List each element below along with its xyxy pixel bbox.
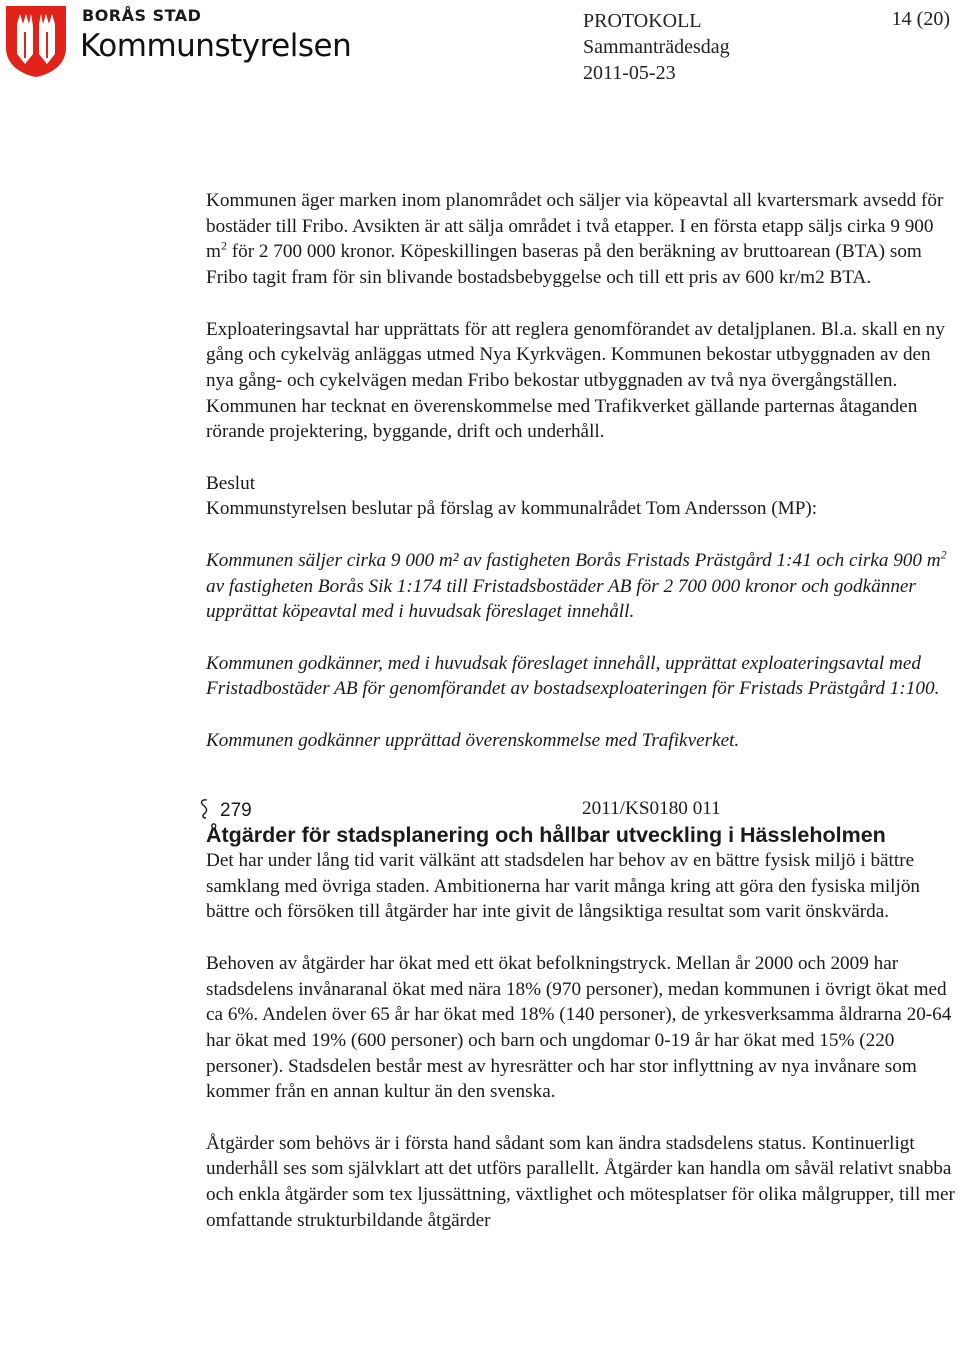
paragraph-sale: Kommunen äger marken inom planområdet och säljer via köpeavtal all kvartersmark avsedd för bostäder till Fribo. Avsikten är att sälja området i två etapper. I en första etapp säljs cirka 9 900 $m^2$ för 2 700 000 kronor. Köpeskillingen baseras på den beräkning av bruttoarean (BTA) som Fribo tagit fram för sin blivande bostadsbebyggelse och till ett pris av 600 kr/m2 BTA. bbox=[206, 190, 944, 289]
decision-item-sale: Kommunen säljer cirka 9 000 m² av fastigheten Borås Fristads Prästgård 1:41 och cirka 900 $m^2$ av fastigheten Borås Sik 1:174 till Fristadsbostäder AB för 2 700 000 kronor och godkänner upprättat köpeavtal med i huvudsak föreslaget innehåll. bbox=[206, 547, 947, 623]
section-paragraph-2: Behoven av åtgärder har ökat med ett ökat befolkningstryck. Mellan år 2000 och 2009 har stadsdelens invånaranal ökat med nära 18% (970 personer), medan kommunen i övrigt ökat med ca 6%. Andelen över 65 år har ökat med 18% (140 personer), de yrkesverksamma åldrarna 20-64 har ökat med 19% (600 personer) och barn och ungdomar 0-19 år har ökat med 15% (220 personer). Stadsdelen består mest av hyresrätter och har stor inflyttning av nya invånare som kommer från en annan kultur än den svenska. bbox=[206, 952, 952, 1103]
decision-item-agreement: Kommunen godkänner, med i huvudsak föreslaget innehåll, upprättat exploateringsavtal med Fristadbostäder AB för genomförandet av bostadsexploateringen för Fristads Prästgård 1:100. bbox=[206, 652, 940, 700]
page-number: 14 (20) bbox=[891, 8, 950, 30]
section-paragraph-3: Åtgärder som behövs är i första hand sådant som kan ändra stadsdelens status. Kontinuerligt underhåll ses som självklart att det utförs parallellt. Åtgärder kan handla om såväl relativt snabba och enkla åtgärder som tex ljussättning, växtlighet och mötesplatser för olika målgrupper, till mer omfattande strukturbildande åtgärder bbox=[206, 1132, 955, 1231]
meta-block bbox=[583, 8, 730, 86]
org-name: BORÅS STAD bbox=[82, 6, 202, 25]
section-sign-icon bbox=[206, 796, 220, 816]
page-header bbox=[0, 0, 960, 90]
document-body bbox=[206, 188, 958, 1234]
doc-type: PROTOKOLL bbox=[583, 10, 702, 32]
decision-item-trafikverket: Kommunen godkänner upprättad överenskommelse med Trafikverket. bbox=[206, 729, 740, 751]
section-title: Åtgärder för stadsplanering och hållbar utveckling i Hässleholmen bbox=[206, 823, 886, 848]
decision-intro: Kommunstyrelsen beslutar på förslag av kommunalrådet Tom Andersson (MP): bbox=[206, 498, 818, 520]
boras-coat-of-arms-icon bbox=[4, 4, 68, 78]
section-paragraph-1: Det har under lång tid varit välkänt att stadsdelen har behov av en bättre fysisk miljö i bättre samklang med övriga staden. Ambitionerna har varit många kring att göra den fysiska miljön bättre och försöken till åtgärder har inte givit de långsiktiga resultat som varit önskvärda. bbox=[206, 850, 921, 923]
case-number: 2011/KS0180 011 bbox=[582, 798, 721, 820]
meeting-label: Sammanträdesdag bbox=[583, 36, 730, 58]
board-name: Kommunstyrelsen bbox=[80, 28, 352, 64]
decision-heading: Beslut bbox=[206, 472, 256, 494]
paragraph-exploitation: Exploateringsavtal har upprättats för att reglera genomförandet av detaljplanen. Bl.a. skall en ny gång och cykelväg anläggas utmed Nya Kyrkvägen. Kommunen bekostar utbyggnaden av den nya gång- och cykelvägen medan Fribo bekostar utbyggnaden av två nya övergångställen. Kommunen har tecknat en överenskommelse med Trafikverket gällande parternas åtaganden rörande projektering, byggande, drift och underhåll. bbox=[206, 318, 945, 443]
section-header bbox=[206, 796, 958, 822]
section-number: 279 bbox=[206, 796, 252, 824]
meeting-date: 2011-05-23 bbox=[583, 62, 676, 84]
